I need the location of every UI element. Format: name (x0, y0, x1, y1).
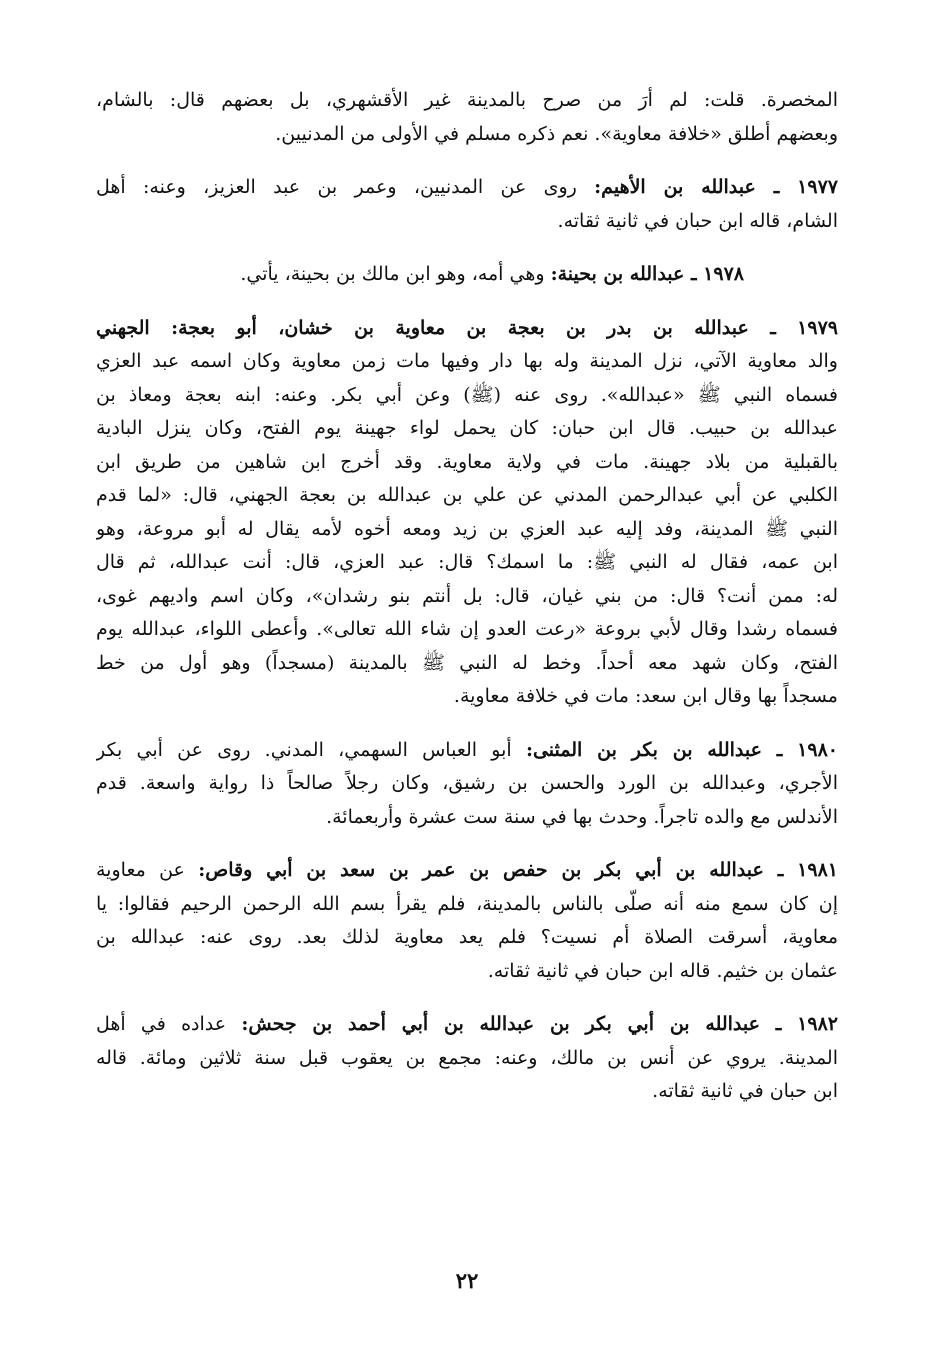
text-line: عثمان بن خثيم. قاله ابن حبان في ثانية ثقاته. (487, 959, 838, 982)
text-line: الشام، قاله ابن حبان في ثانية ثقاته. (557, 209, 838, 232)
text-line: الفتح، وكان شهد معه أحداً. وخط له النبي ﷺ بالمدينة (مسجداً) وهو أول من خط (96, 651, 838, 674)
entry-text: أبو العباس السهمي، المدني. روى عن أبي بكر (96, 738, 526, 761)
entry-heading: ١٩٧٧ ـ عبدالله بن الأهيم: (594, 176, 838, 198)
entry-text: عن معاوية (96, 859, 199, 881)
text-line: فسماه النبي ﷺ «عبدالله». روى عنه (ﷺ) وعن أبي بكر. وعنه: ابنه بعجة ومعاذ بن (96, 383, 838, 406)
text-line: فسماه رشدا وقال لأبي بروعة «رعت العدو إن شاء الله تعالى». وأعطى اللواء، عبدالله يوم (96, 618, 838, 640)
entry-1981 (96, 854, 838, 988)
entry-1977 (96, 171, 838, 238)
entry-1978 (96, 258, 838, 292)
text-line: الأجري، وعبدالله بن الورد والحسن بن رشيق، وكان رجلاً صالحاً ذا رواية واسعة. قدم (96, 772, 838, 794)
page-number: ٢٢ (455, 1268, 479, 1293)
text-line: معاوية، أسرقت الصلاة أم نسيت؟ فلم يعد معاوية لذلك بعد. روى عنه: عبدالله بن (96, 926, 838, 948)
text-line: عبدالله بن حبيب. قال ابن حبان: كان يحمل لواء جهينة يوم الفتح، وكان ينزل البادية (96, 417, 838, 439)
text-line: بالقبلية من بلاد جهينة. مات في ولاية معاوية. وقد أخرج ابن شاهين من طريق ابن (96, 450, 838, 473)
entry-heading: ١٩٨١ ـ عبدالله بن أبي بكر بن حفص بن عمر بن سعد بن أبي وقاص: (198, 859, 838, 881)
text-line (96, 312, 838, 346)
entry-heading: ١٩٨٠ ـ عبدالله بن بكر بن المثنى: (525, 738, 838, 761)
text-line: المدينة. يروي عن أنس بن مالك، وعنه: مجمع بن يعقوب قبل سنة ثلاثين ومائة. قاله (96, 1046, 838, 1069)
entry-text: روى عن المدنيين، وعمر بن عبد العزيز، وعنه: أهل (96, 176, 595, 198)
text-line (96, 171, 838, 205)
text-line: له: ممن أنت؟ قال: من بني غيان، قال: بل أنتم بنو رشدان»، وكان اسم واديهم غوى، (96, 584, 838, 607)
entry-continuation (96, 84, 838, 151)
text-line: المخصرة. قلت: لم أرَ من صرح بالمدينة غير الأقشهري، بل بعضهم قال: بالشام، (96, 89, 838, 111)
entry-heading: ١٩٧٨ ـ عبدالله بن بحينة: (550, 263, 744, 285)
text-line: ابن حبان في ثانية ثقاته. (652, 1080, 838, 1102)
entry-text: وهي أمه، وهو ابن مالك بن بحينة، يأتي. (240, 263, 551, 285)
text-line: الأندلس مع والده تاجراً. وحدث بها في سنة ست عشرة وأربعمائة. (326, 805, 838, 828)
text-line: والد معاوية الآتي، نزل المدينة وله بها دار وفيها مات زمن معاوية وكان اسمه عبد العزي (96, 350, 838, 372)
text-line: ابن عمه، فقال له النبي ﷺ: ما اسمك؟ قال: عبد العزي، قال: أنت عبدالله، ثم قال (96, 551, 838, 573)
entry-1982 (96, 1008, 838, 1109)
text-line: مسجداً بها وقال ابن سعد: مات في خلافة معاوية. (453, 685, 838, 707)
text-line: وبعضهم أطلق «خلافة معاوية». نعم ذكره مسلم في الأولى من المدنيين. (275, 122, 838, 145)
entry-text: عداده في أهل (96, 1013, 242, 1035)
text-line: النبي ﷺ المدينة، وفد إليه عبد العزي بن زيد ومعه أخوه لأمه يقال له أبو مروعة، وهو (96, 517, 838, 540)
text-line: إن كان سمع منه أنه صلّى بالناس بالمدينة، فلم يقرأ بسم الله الرحمن الرحيم فقالوا: يا (96, 892, 838, 915)
text-line (96, 854, 838, 888)
entry-1980 (96, 734, 838, 835)
entry-heading: ١٩٧٩ ـ عبدالله بن بدر بن بعجة بن معاوية بن خشان، أبو بعجة: الجهني (96, 316, 838, 339)
text-line (96, 258, 838, 292)
entry-1979 (96, 312, 838, 714)
text-line: الكلبي عن أبي عبدالرحمن المدني عن علي بن عبدالله بن بعجة الجهني، قال: «لما قدم (96, 484, 838, 506)
text-line (96, 1008, 838, 1042)
text-line (96, 734, 838, 768)
entry-heading: ١٩٨٢ ـ عبدالله بن أبي بكر بن عبدالله بن أبي أحمد بن جحش: (241, 1013, 838, 1035)
